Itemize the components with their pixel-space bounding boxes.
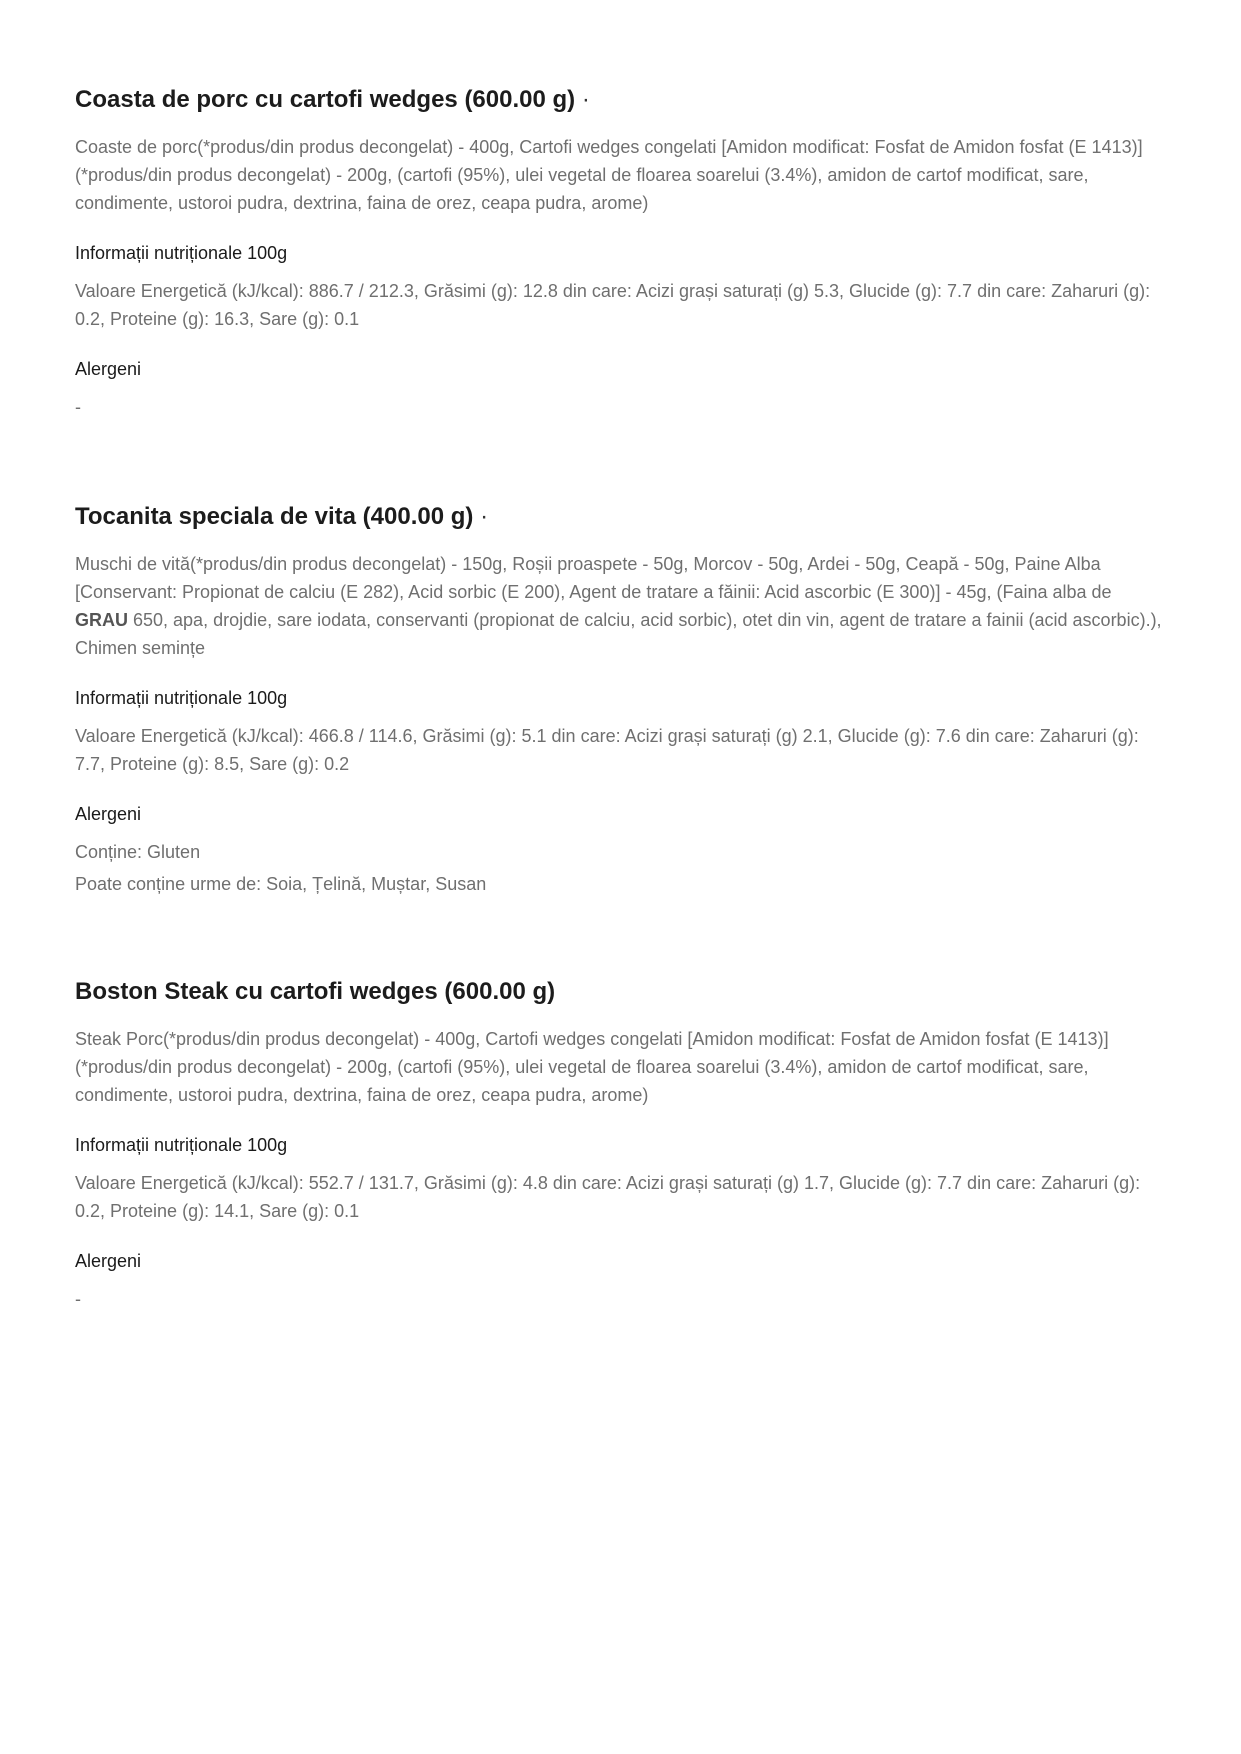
product-card (75, 974, 1167, 1313)
allergens-contains: Conține: Gluten (75, 842, 201, 862)
product-title-text: Tocanita speciala de vita (400.00 g) (75, 503, 474, 530)
title-dot: · (581, 86, 590, 113)
ingredients-part: 650, apa, drojdie, sare iodata, conservanti (propionat de calciu, acid sorbic), otet din vin, agent de tratare a fainii (acid ascorbic).), Chimen semințe (75, 610, 1162, 658)
allergen-highlight: GRAU (75, 610, 128, 630)
ingredients-part: Muschi de vită(*produs/din produs decongelat) - 150g, Roșii proaspete - 50g, Morcov - 50g, Ardei - 50g, Ceapă - 50g, Paine Alba [Conservant: Propionat de calciu (E 282), Acid sorbic (E 200), Agent de tratare a făinii: Acid ascorbic (E 300)] - 45g, (Faina alba de (75, 554, 1112, 602)
title-dot: · (480, 503, 489, 530)
nutrition-text: Valoare Energetică (kJ/kcal): 466.8 / 114.6, Grăsimi (g): 5.1 din care: Acizi grași saturați (g) 2.1, Glucide (g): 7.6 din care: Zaharuri (g): 7.7, Proteine (g): 8.5, Sare (g): 0.2 (75, 726, 1139, 774)
product-card (75, 499, 1167, 898)
product-title-text: Boston Steak cu cartofi wedges (600.00 g) (75, 978, 556, 1005)
allergens-text: - (75, 397, 81, 417)
product-title-text: Coasta de porc cu cartofi wedges (600.00 g) (75, 86, 576, 113)
product-title (75, 499, 1167, 535)
ingredients-text: Steak Porc(*produs/din produs decongelat) - 400g, Cartofi wedges congelati [Amidon modificat: Fosfat de Amidon fosfat (E 1413)] (*produs/din produs decongelat) - 200g, (cartofi (95%), ulei vegetal de floarea soarelui (3.4%), amidon de cartof modificat, sare, condimente, ustoroi pudra, dextrina, faina de orez, ceapa pudra, arome) (75, 1029, 1109, 1105)
allergens-heading: Alergeni (75, 1251, 142, 1271)
product-title (75, 82, 1167, 118)
nutrition-heading: Informații nutriționale 100g (75, 1135, 288, 1155)
allergens-may-contain: Poate conține urme de: Soia, Țelină, Muștar, Susan (75, 874, 487, 894)
allergens-heading: Alergeni (75, 804, 142, 824)
ingredients-text: Coaste de porc(*produs/din produs decongelat) - 400g, Cartofi wedges congelati [Amidon modificat: Fosfat de Amidon fosfat (E 1413)] (*produs/din produs decongelat) - 200g, (cartofi (95%), ulei vegetal de floarea soarelui (3.4%), amidon de cartof modificat, sare, condimente, ustoroi pudra, dextrina, faina de orez, ceapa pudra, arome) (75, 137, 1143, 213)
product-title (75, 974, 1167, 1010)
nutrition-heading: Informații nutriționale 100g (75, 688, 288, 708)
product-card (75, 82, 1167, 421)
allergens-heading: Alergeni (75, 359, 142, 379)
allergens-text: - (75, 1289, 81, 1309)
nutrition-heading: Informații nutriționale 100g (75, 243, 288, 263)
nutrition-text: Valoare Energetică (kJ/kcal): 552.7 / 131.7, Grăsimi (g): 4.8 din care: Acizi grași saturați (g) 1.7, Glucide (g): 7.7 din care: Zaharuri (g): 0.2, Proteine (g): 14.1, Sare (g): 0.1 (75, 1173, 1141, 1221)
nutrition-text: Valoare Energetică (kJ/kcal): 886.7 / 212.3, Grăsimi (g): 12.8 din care: Acizi grași saturați (g) 5.3, Glucide (g): 7.7 din care: Zaharuri (g): 0.2, Proteine (g): 16.3, Sare (g): 0.1 (75, 281, 1151, 329)
ingredients-text (75, 550, 1167, 662)
